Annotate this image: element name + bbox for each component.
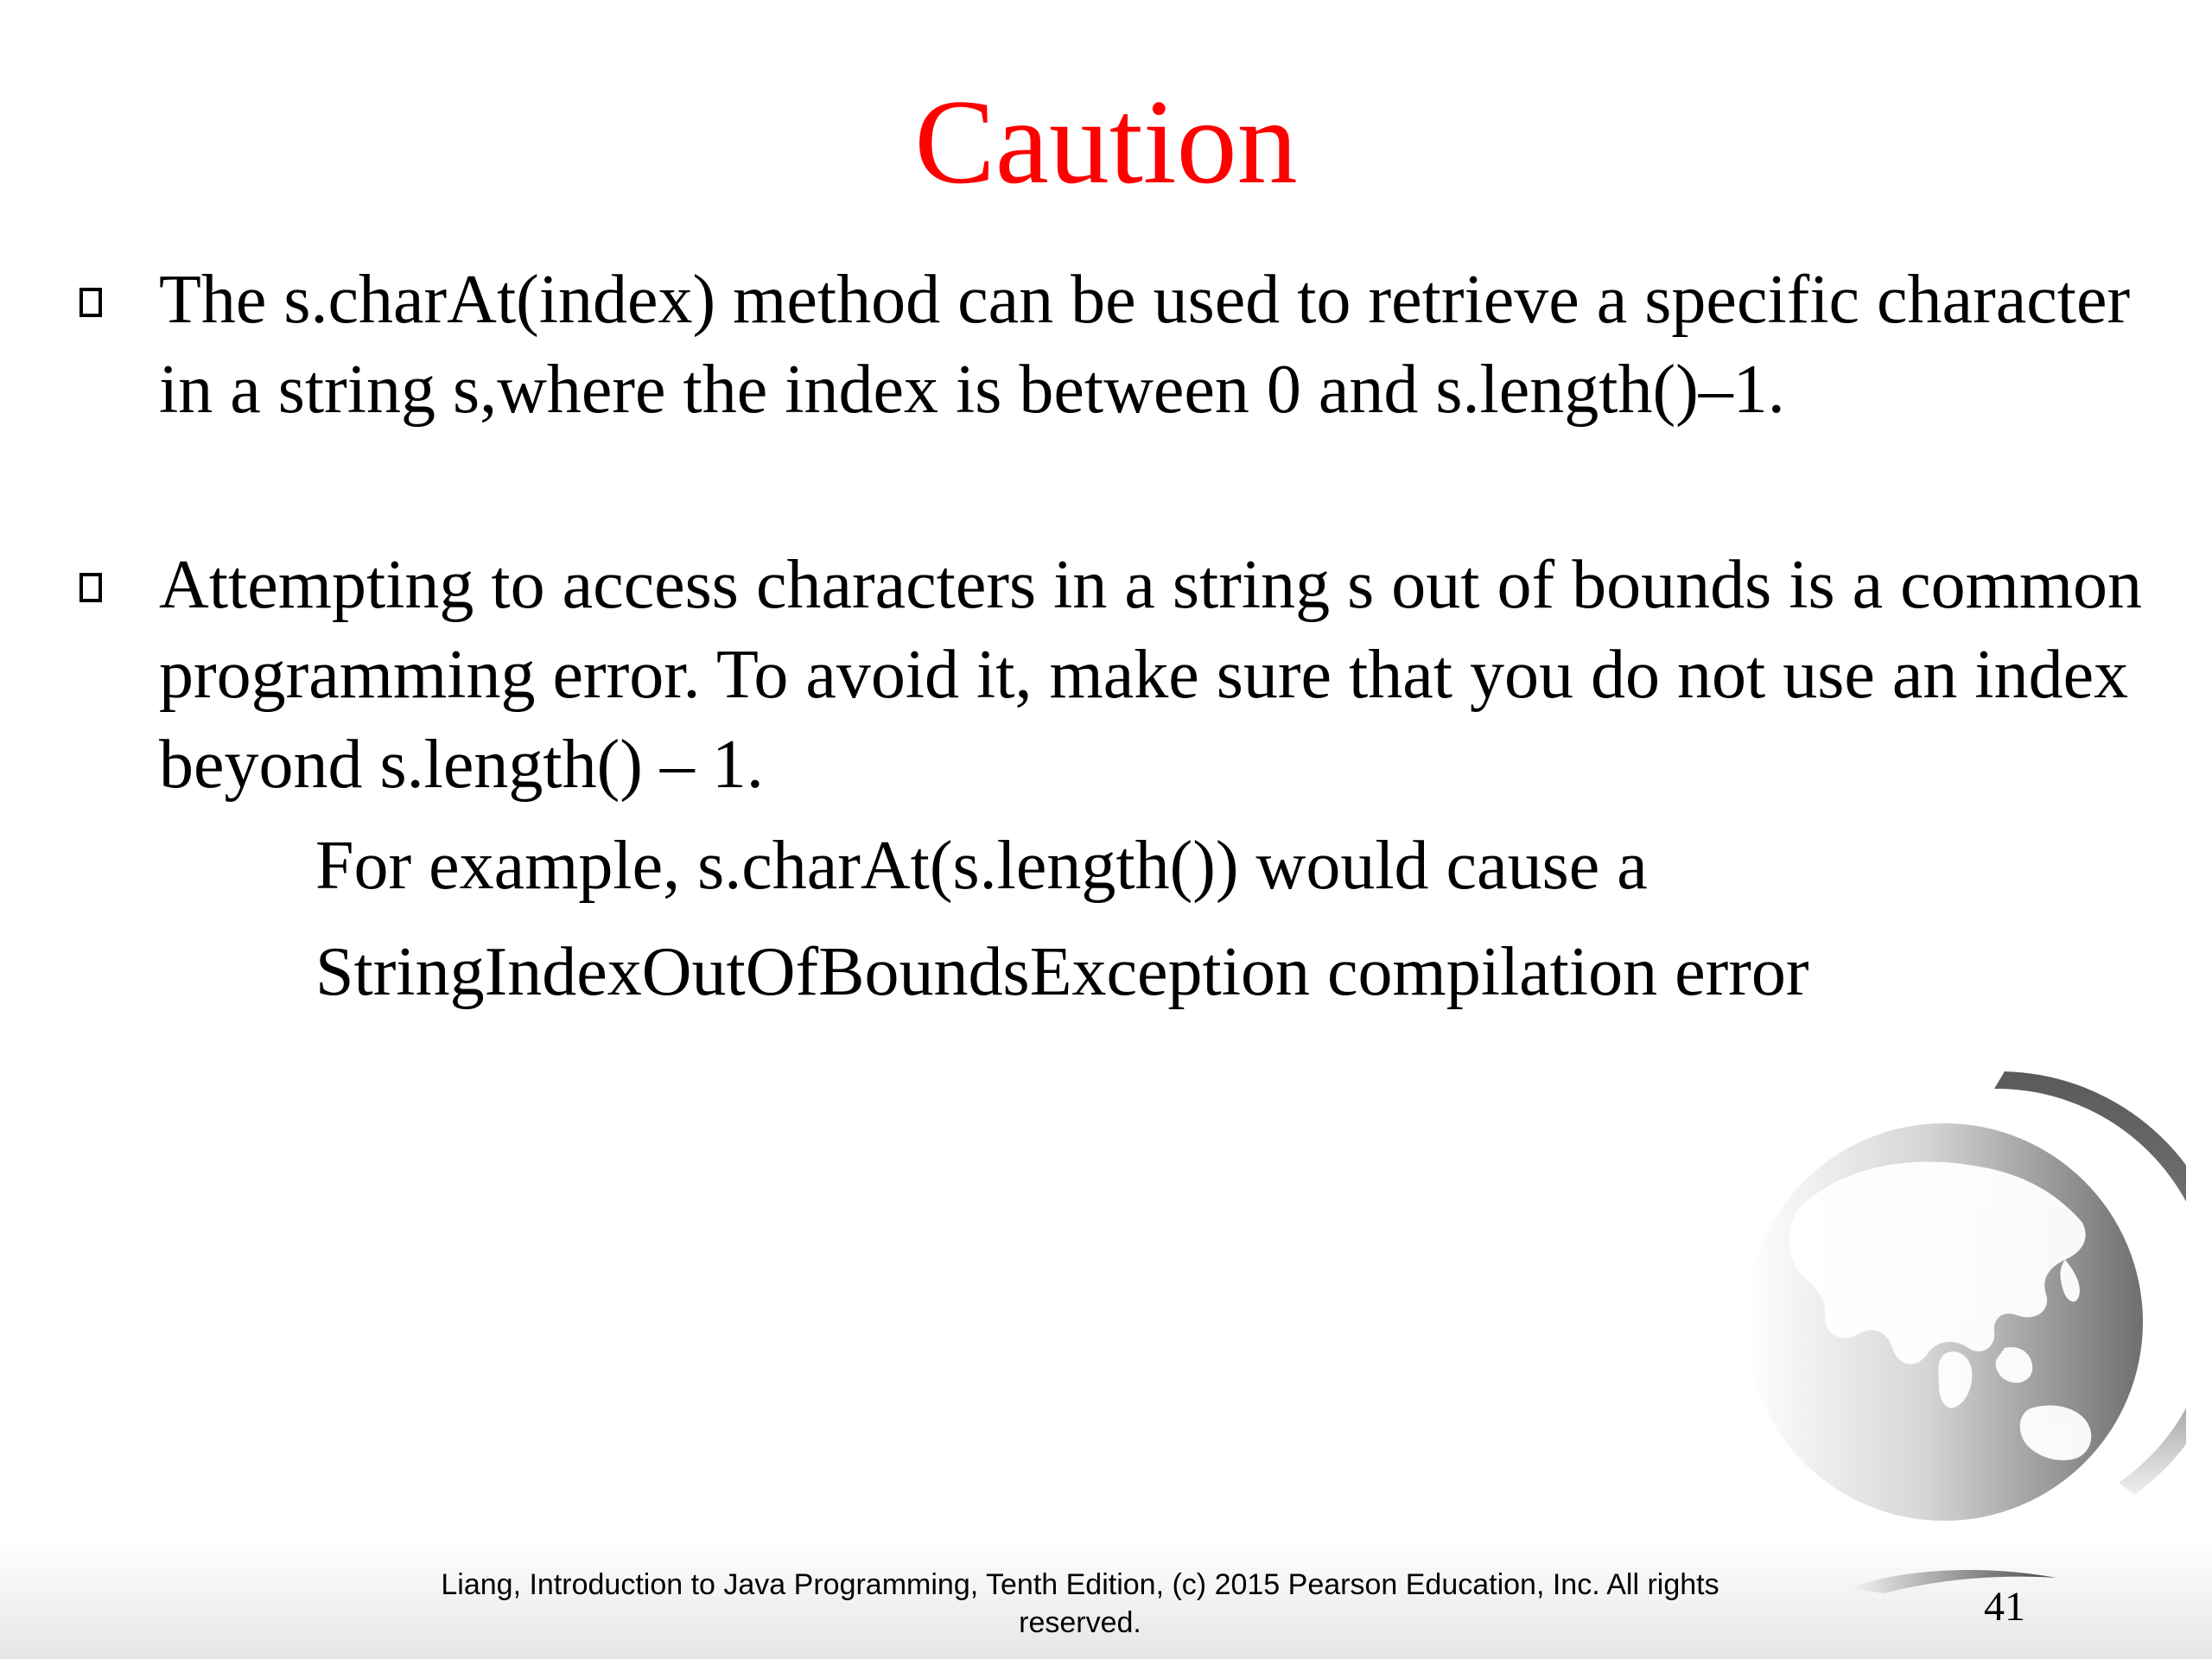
slide-title: Caution	[914, 75, 1298, 209]
example-line-2: StringIndexOutOfBoundsException compilation error	[315, 934, 1809, 1010]
square-bullet-icon	[79, 573, 102, 602]
page-number: 41	[1984, 1584, 2025, 1630]
square-bullet-icon	[79, 288, 102, 317]
globe-icon	[1719, 1063, 2186, 1547]
bullet-item-2	[79, 540, 2171, 810]
example-line-1: For example, s.charAt(s.length()) would cause a	[315, 828, 1648, 904]
bullet-text: The s.charAt(index) method can be used to retrieve a specific character in a string s,where the index is between 0 and s.length()–1.	[159, 262, 2131, 428]
footer-credit: Liang, Introduction to Java Programming, Tenth Edition, (c) 2015 Pearson Education, Inc. All rights reserved.	[441, 1568, 1719, 1639]
bullet-item-1	[79, 255, 2171, 435]
bullet-text: Attempting to access characters in a string s out of bounds is a common programming error. To avoid it, make sure that you do not use an index beyond s.length() – 1.	[159, 547, 2143, 803]
